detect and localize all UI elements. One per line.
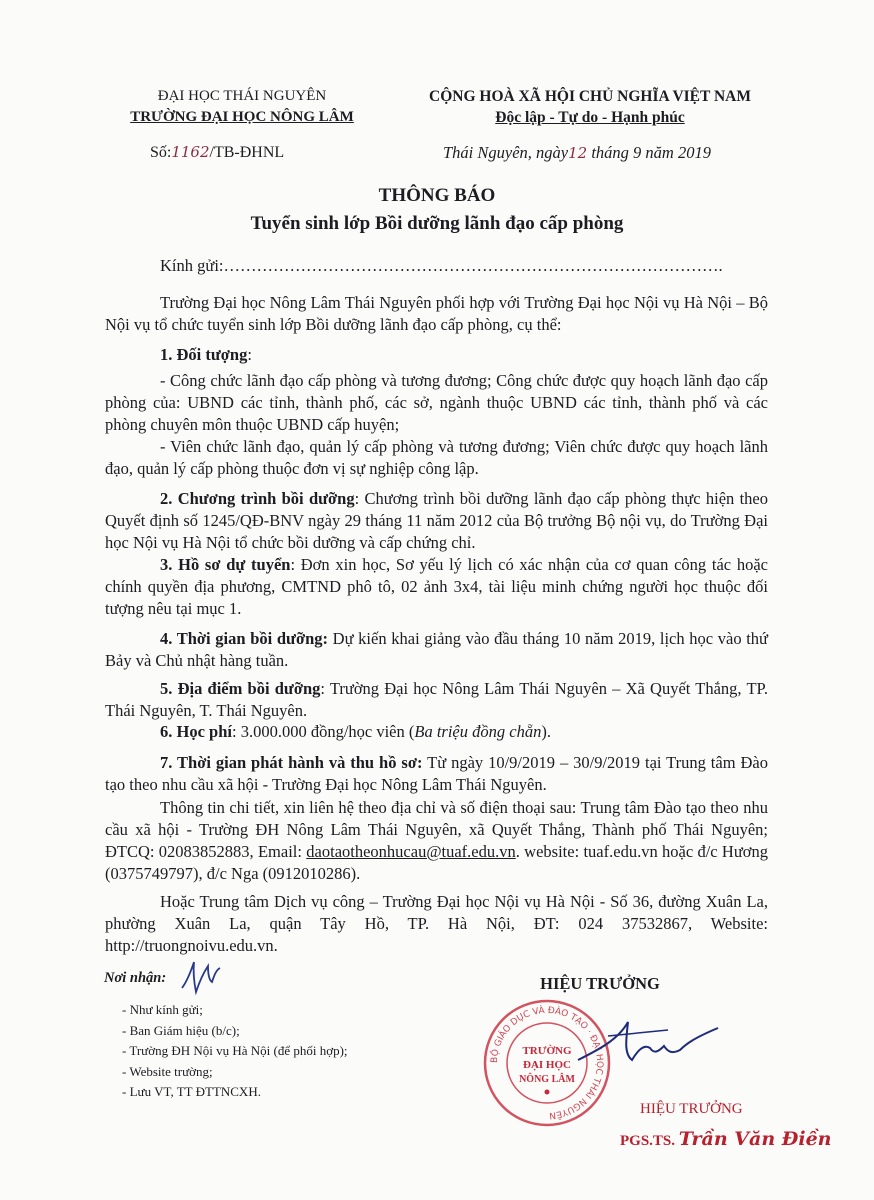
- document-number: Số:1162/TB-ĐHNL: [150, 143, 285, 161]
- initial-signature: [178, 958, 224, 998]
- recipient-item: - Website trường;: [122, 1063, 213, 1079]
- handwritten-signature: [568, 1010, 728, 1080]
- org-parent: ĐẠI HỌC THÁI NGUYÊN: [157, 88, 327, 104]
- recipients-list: [122, 1000, 348, 1103]
- section-1-item-1: - Công chức lãnh đạo cấp phòng và tương đương; Công chức được quy hoạch lãnh đạo cấp phòng của: UBND các tỉnh, thành phố, các sở, ngành thuộc UBND các tỉnh, thành phố và các phòng chuyên môn thuộc UBND cấp huyện;: [105, 371, 768, 434]
- section-4: 4. Thời gian bồi dưỡng: Dự kiến khai giảng vào đầu tháng 10 năm 2019, lịch học vào thứ Bảy và Chủ nhật hàng tuần.: [105, 629, 769, 670]
- signatory-title: HIỆU TRƯỞNG: [540, 974, 660, 993]
- handwritten-day: 12: [568, 144, 588, 162]
- handwritten-number: 1162: [171, 143, 210, 161]
- contact-paragraph-2: Hoặc Trung tâm Dịch vụ công – Trường Đại học Nội vụ Hà Nội - Số 36, đường Xuân La, phường Xuân La, quận Tây Hồ, TP. Hà Nội, ĐT: 024 37532867, Website: http://truongnoivu.edu.vn.: [105, 892, 768, 955]
- section-3: 3. Hồ sơ dự tuyển: Đơn xin học, Sơ yếu lý lịch có xác nhận của cơ quan công tác hoặc chính quyền địa phương, CMTND phô tô, 02 ảnh 3x4, tài liệu minh chứng người học thuộc đối tượng nêu tại mục 1.: [105, 555, 768, 618]
- document-title: THÔNG BÁO: [378, 185, 496, 206]
- national-header: [398, 86, 782, 128]
- document-subtitle: Tuyển sinh lớp Bồi dưỡng lãnh đạo cấp phòng: [250, 213, 624, 234]
- recipient-item: - Lưu VT, TT ĐTTNCXH.: [122, 1084, 261, 1099]
- motto: Độc lập - Tự do - Hạnh phúc: [495, 109, 685, 126]
- section-7: 7. Thời gian phát hành và thu hồ sơ: Từ ngày 10/9/2019 – 30/9/2019 tại Trung tâm Đào tạo theo nhu cầu xã hội - Trường Đại học Nông Lâm Thái Nguyên.: [105, 753, 768, 794]
- recipient-item: - Như kính gửi;: [122, 1002, 203, 1017]
- addressee-line: Kính gửi:……………………………………………………………………………….: [160, 256, 723, 275]
- stamp-role: HIỆU TRƯỞNG: [640, 1101, 743, 1117]
- svg-text:ĐẠI HỌC: ĐẠI HỌC: [523, 1059, 571, 1071]
- issue-date: Thái Nguyên, ngày12 tháng 9 năm 2019: [443, 143, 711, 162]
- signatory-name: PGS.TS. Trần Văn Điền: [620, 1128, 832, 1150]
- issuer-block: [92, 86, 392, 128]
- recipients-label: Nơi nhận:: [104, 970, 167, 986]
- section-1-item-2: - Viên chức lãnh đạo, quản lý cấp phòng và tương đương; Viên chức được quy hoạch lãnh đạo, quản lý cấp phòng thuộc đơn vị sự nghiệp công lập.: [105, 437, 768, 478]
- svg-text:NÔNG LÂM: NÔNG LÂM: [519, 1074, 575, 1085]
- intro-paragraph: Trường Đại học Nông Lâm Thái Nguyên phối hợp với Trường Đại học Nội vụ Hà Nội – Bộ Nội vụ tổ chức tuyển sinh lớp Bồi dưỡng lãnh đạo cấp phòng, cụ thể:: [105, 293, 768, 334]
- email-link[interactable]: daotaotheonhucau@tuaf.edu.vn: [306, 842, 516, 861]
- org-name: TRƯỜNG ĐẠI HỌC NÔNG LÂM: [130, 109, 354, 125]
- country-name: CỘNG HOÀ XÃ HỘI CHỦ NGHĨA VIỆT NAM: [429, 88, 751, 105]
- section-5: 5. Địa điểm bồi dưỡng: Trường Đại học Nông Lâm Thái Nguyên – Xã Quyết Thắng, TP. Thái Nguyên, T. Thái Nguyên.: [105, 679, 768, 720]
- svg-text:BỘ GIÁO DỤC VÀ ĐÀO TẠO · ĐẠI H: BỘ GIÁO DỤC VÀ ĐÀO TẠO · ĐẠI HỌC THÁI NGUYÊN: [489, 1005, 605, 1121]
- recipient-item: - Trường ĐH Nội vụ Hà Nội (để phối hợp);: [122, 1043, 348, 1058]
- recipient-item: - Ban Giám hiệu (b/c);: [122, 1022, 240, 1038]
- section-1-heading: 1. Đối tượng:: [160, 345, 252, 364]
- section-2: 2. Chương trình bồi dưỡng: Chương trình bồi dưỡng lãnh đạo cấp phòng thực hiện theo Quyết định số 1245/QĐ-BNV ngày 29 tháng 11 năm 2012 của Bộ trưởng Bộ nội vụ, do Trường Đại học Nội vụ Hà Nội tổ chức bồi dưỡng và cấp chứng chỉ.: [105, 489, 768, 552]
- section-6: 6. Học phí: 3.000.000 đồng/học viên (Ba triệu đồng chẵn).: [160, 722, 551, 741]
- contact-paragraph: Thông tin chi tiết, xin liên hệ theo địa chỉ và số điện thoại sau: Trung tâm Đào tạo theo nhu cầu xã hội - Trường ĐH Nông Lâm Thái Nguyên, xã Quyết Thắng, Thành phố Thái Nguyên; ĐTCQ: 02083852883, Email: daotaotheonhucau@tuaf.edu.vn. website: tuaf.edu.vn hoặc đ/c Hương (0375749797), đ/c Nga (0912010286).: [105, 798, 768, 883]
- svg-text:TRƯỜNG: TRƯỜNG: [522, 1045, 572, 1057]
